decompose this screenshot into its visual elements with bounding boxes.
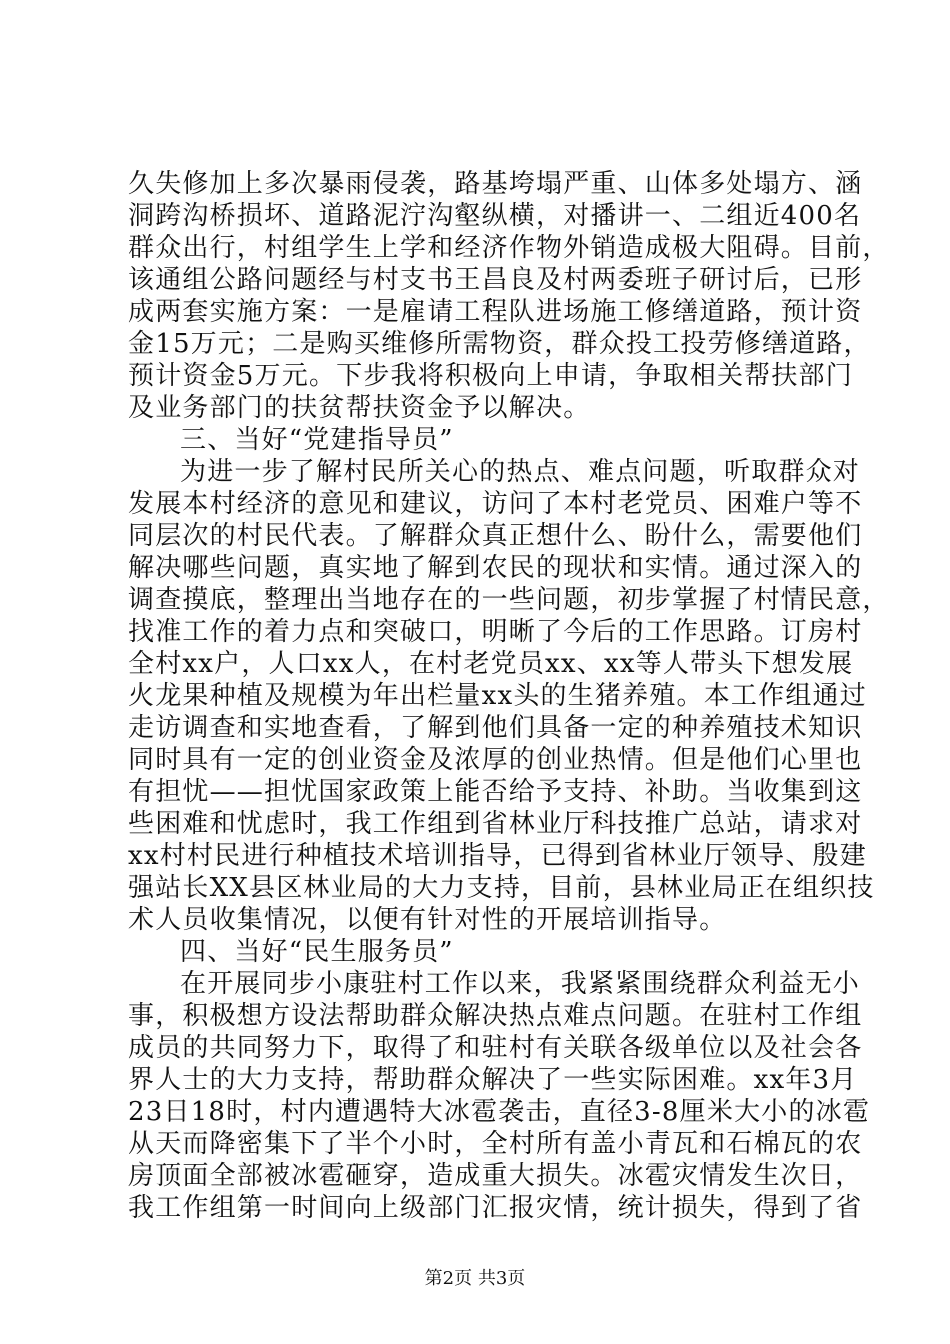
text-line: 全村xx户，人口xx人，在村老党员xx、xx等人带头下想发展 [128,649,854,679]
text-line: 群众出行，村组学生上学和经济作物外销造成极大阻碍。目前， [128,233,890,263]
text-line: 界人士的大力支持，帮助群众解决了一些实际困难。xx年3月 [128,1065,858,1095]
text-line: 成两套实施方案：一是雇请工程队进场施工修缮道路，预计资 [128,297,863,327]
text-line: 洞跨沟桥损坏、道路泥泞沟壑纵横，对播讲一、二组近400名 [128,201,862,231]
text-line: 久失修加上多次暴雨侵袭，路基垮塌严重、山体多处塌方、涵 [128,169,863,199]
text-line: 预计资金5万元。下步我将积极向上申请，争取相关帮扶部门 [128,361,853,391]
text-line: 金15万元；二是购买维修所需物资，群众投工投劳修缮道路， [128,329,871,359]
text-line: 为进一步了解村民所关心的热点、难点问题，听取群众对 [180,457,861,487]
text-line: 些困难和忧虑时，我工作组到省林业厅科技推广总站，请求对 [128,809,863,839]
text-line: 发展本村经济的意见和建议，访问了本村老党员、困难户等不 [128,489,863,519]
text-line: 同层次的村民代表。了解群众真正想什么、盼什么，需要他们 [128,521,863,551]
text-line: 四、当好“民生服务员” [180,937,454,967]
text-line: 找准工作的着力点和突破口，明晰了今后的工作思路。订房村 [128,617,863,647]
document-body [128,168,890,1224]
text-line: 有担忧——担忧国家政策上能否给予支持、补助。当收集到这 [128,777,863,807]
text-line: 我工作组第一时间向上级部门汇报灾情，统计损失，得到了省 [128,1193,863,1223]
text-line: 强站长XX县区林业局的大力支持，目前，县林业局正在组织技 [128,873,875,903]
page-number-footer: 第2页 共3页 [424,1268,526,1289]
text-line: 该通组公路问题经与村支书王昌良及村两委班子研讨后，已形 [128,265,863,295]
text-line: 火龙果种植及规模为年出栏量xx头的生猪养殖。本工作组通过 [128,681,867,711]
text-line: 在开展同步小康驻村工作以来，我紧紧围绕群众利益无小 [180,969,861,999]
text-line: 成员的共同努力下，取得了和驻村有关联各级单位以及社会各 [128,1033,863,1063]
text-line: 及业务部门的扶贫帮扶资金予以解决。 [128,393,591,423]
text-line: 房顶面全部被冰雹砸穿，造成重大损失。冰雹灾情发生次日， [128,1161,863,1191]
text-line: xx村村民进行种植技术培训指导，已得到省林业厅领导、殷建 [128,841,867,871]
text-line: 术人员收集情况，以便有针对性的开展培训指导。 [128,905,727,935]
text-line: 走访调查和实地查看，了解到他们具备一定的种养殖技术知识 [128,713,863,743]
text-line: 调查摸底，整理出当地存在的一些问题，初步掌握了村情民意， [128,585,890,615]
text-line: 三、当好“党建指导员” [180,425,454,455]
text-line: 23日18时，村内遭遇特大冰雹袭击，直径3-8厘米大小的冰雹 [128,1097,871,1127]
text-line: 从天而降密集下了半个小时，全村所有盖小青瓦和石棉瓦的农 [128,1129,863,1159]
text-line: 事，积极想方设法帮助群众解决热点难点问题。在驻村工作组 [128,1001,863,1031]
text-line: 同时具有一定的创业资金及浓厚的创业热情。但是他们心里也 [128,745,863,775]
text-line: 解决哪些问题，真实地了解到农民的现状和实情。通过深入的 [128,553,863,583]
